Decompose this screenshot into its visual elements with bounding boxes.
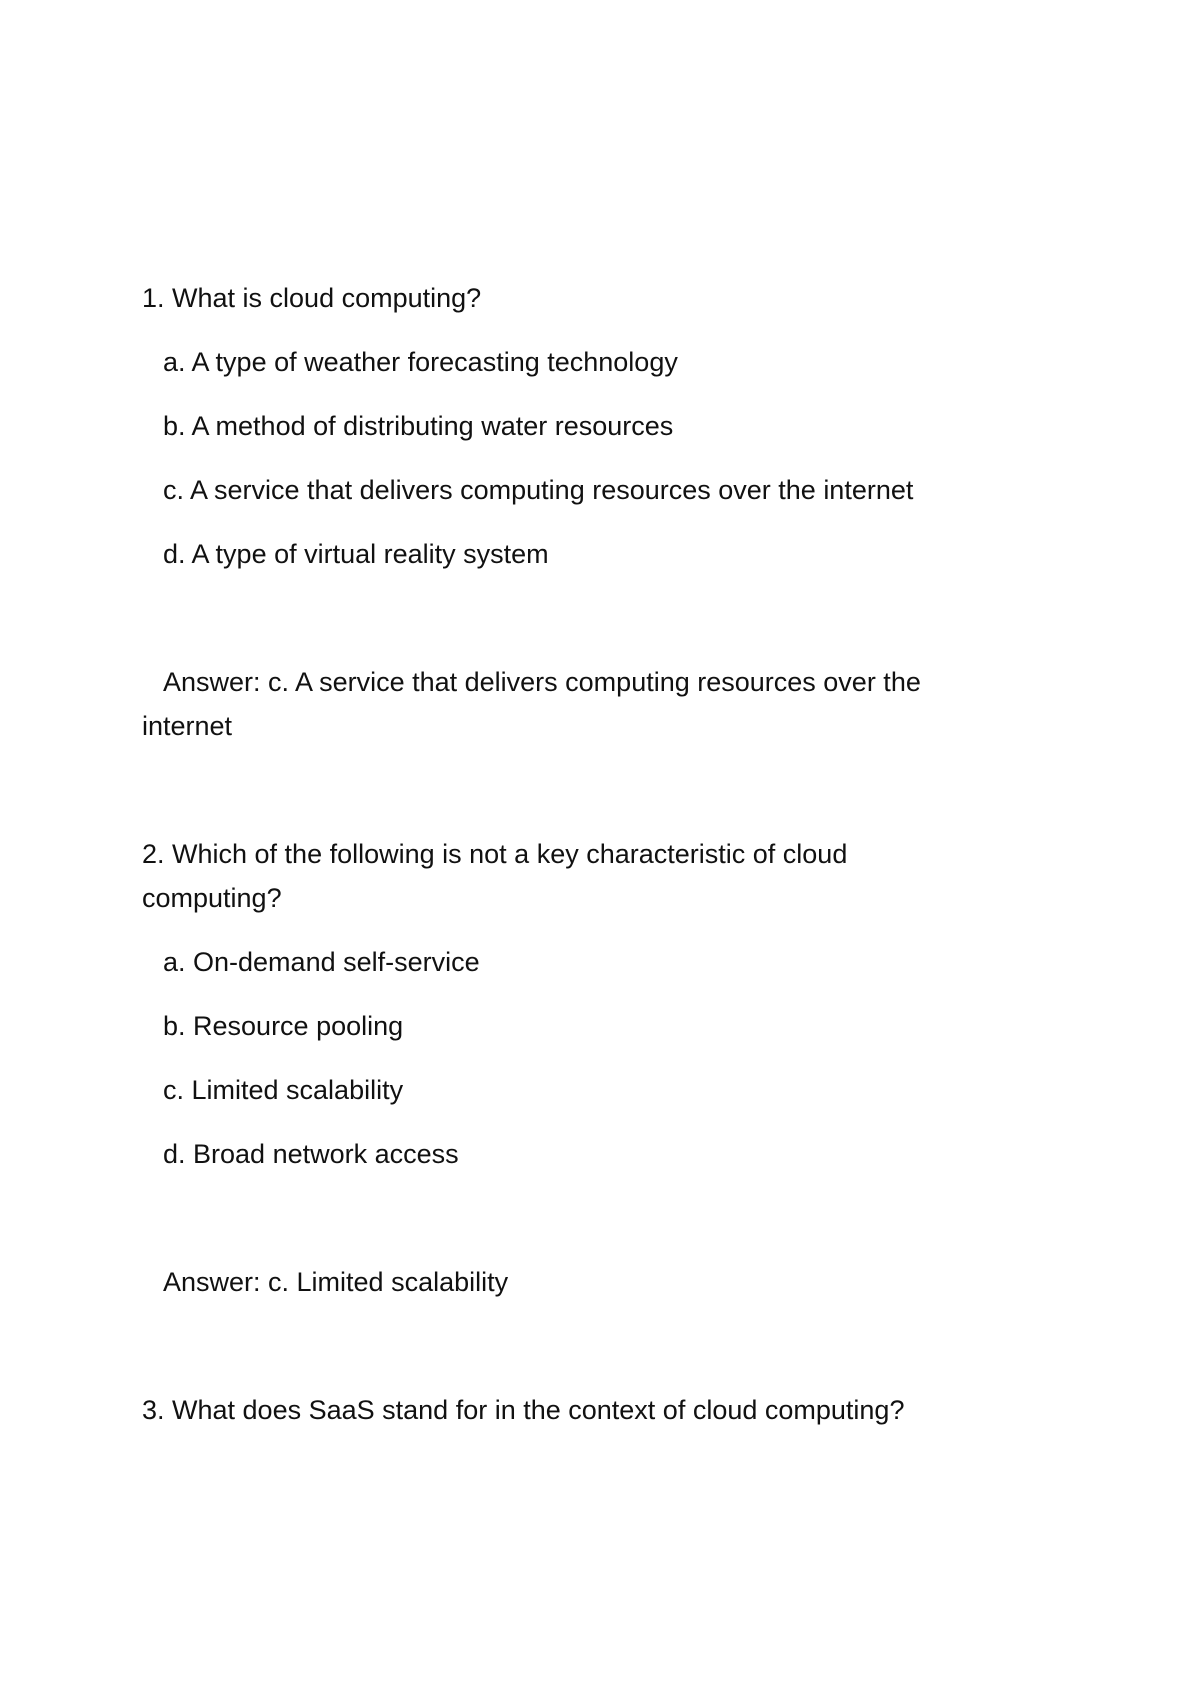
question-1-option-a: a. A type of weather forecasting technology (163, 347, 678, 377)
question-1-answer: Answer: c. A service that delivers computing resources over the (163, 667, 921, 697)
question-2-option-b: b. Resource pooling (163, 1011, 404, 1041)
question-1-option-c: c. A service that delivers computing resources over the internet (163, 475, 914, 505)
question-1-option-b: b. A method of distributing water resources (163, 411, 674, 441)
question-2-continued: computing? (142, 883, 282, 913)
question-2-option-d: d. Broad network access (163, 1139, 459, 1169)
question-1-option-d: d. A type of virtual reality system (163, 539, 549, 569)
question-1: 1. What is cloud computing? (142, 283, 482, 313)
question-1-answer-continued: internet (142, 711, 233, 741)
question-2-option-a: a. On-demand self-service (163, 947, 480, 977)
question-2-answer: Answer: c. Limited scalability (163, 1267, 509, 1297)
question-2-option-c: c. Limited scalability (163, 1075, 404, 1105)
question-2: 2. Which of the following is not a key characteristic of cloud (142, 839, 848, 869)
question-3: 3. What does SaaS stand for in the context of cloud computing? (142, 1395, 905, 1425)
